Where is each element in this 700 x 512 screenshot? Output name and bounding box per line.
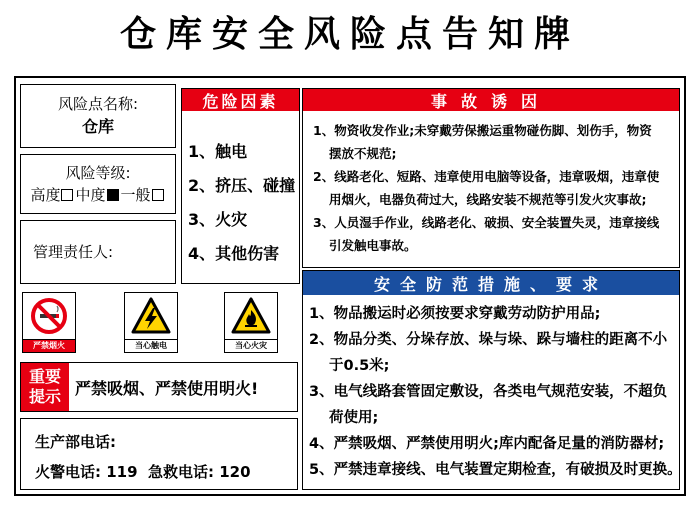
- measures-box: [302, 270, 680, 490]
- cause-line: 1、物资收发作业;未穿戴劳保搬运重物碰伤脚、划伤手，物资: [313, 123, 652, 138]
- measure-line: 3、电气线路套管固定敷设，各类电气规范安装，不超负: [309, 384, 668, 400]
- sign-electric-shock: [124, 292, 178, 353]
- sign-caption: 当心触电: [124, 340, 178, 353]
- hazard-item: 4、其他伤害: [188, 244, 280, 263]
- phones-list: [21, 419, 297, 487]
- risk-level-high: 高度: [30, 184, 75, 206]
- risk-level-general: 一般: [121, 184, 166, 206]
- measure-line: 于0.5米;: [329, 358, 390, 374]
- risk-point-label: 风险点名称:: [57, 95, 139, 113]
- sign-no-smoking: [22, 292, 76, 353]
- no-smoking-icon: [22, 292, 76, 340]
- manager-label: 管理责任人:: [33, 243, 114, 261]
- electric-shock-warning-icon: [124, 292, 178, 340]
- fire-warning-icon: [224, 292, 278, 340]
- causes-box: [302, 88, 680, 268]
- measures-header: 安全防范措施、要求: [303, 271, 679, 295]
- hazard-item: 2、挤压、碰撞: [188, 176, 296, 195]
- checkbox-high-icon: [61, 189, 73, 201]
- causes-header: 事故诱因: [303, 89, 679, 111]
- ambulance-phone: 急救电话: 120: [148, 463, 251, 481]
- measure-line: 1、物品搬运时必须按要求穿戴劳动防护用品;: [309, 306, 601, 322]
- risk-point-box: [20, 84, 176, 148]
- checkbox-medium-checked-icon: [107, 189, 119, 201]
- risk-level-box: [20, 154, 176, 214]
- notice-label: 重要 提示: [21, 363, 69, 411]
- hazards-list: [182, 111, 299, 271]
- risk-level-options: [30, 184, 165, 206]
- measure-line: 4、严禁吸烟、严禁使用明火;库内配备足量的消防器材;: [309, 436, 665, 452]
- production-phone: 生产部电话:: [35, 433, 116, 451]
- cause-line: 2、线路老化、短路、违章使用电脑等设备，违章吸烟，违章使: [313, 169, 660, 184]
- hazards-header: 危险因素: [182, 89, 299, 111]
- cause-line: 摆放不规范;: [329, 146, 397, 161]
- phones-box: [20, 418, 298, 490]
- risk-level-label: 风险等级:: [65, 164, 131, 182]
- cause-line: 用烟火，电器负荷过大，线路安装不规范等引发火灾事故;: [329, 192, 647, 207]
- measure-line: 5、严禁违章接线、电气装置定期检查，有破损及时更换。: [309, 462, 682, 478]
- emergency-phones: [35, 457, 297, 487]
- page-title: 仓库安全风险点告知牌: [119, 14, 580, 55]
- risk-level-medium: 中度: [75, 184, 120, 206]
- measure-line: 2、物品分类、分垛存放、垛与垛、跺与墙柱的距离不小: [309, 332, 668, 348]
- notice-text: 严禁吸烟、严禁使用明火!: [75, 378, 259, 398]
- notice-box: [20, 362, 298, 412]
- hazard-item: 3、火灾: [188, 210, 248, 229]
- causes-list: [303, 111, 679, 257]
- measure-line: 荷使用;: [329, 410, 379, 426]
- measures-list: [303, 295, 682, 483]
- hazard-item: 1、触电: [188, 142, 248, 161]
- manager-box: [20, 220, 176, 284]
- risk-point-value: 仓库: [81, 117, 114, 136]
- cause-line: 引发触电事故。: [329, 238, 417, 253]
- sign-fire-warning: [224, 292, 278, 353]
- checkbox-general-icon: [152, 189, 164, 201]
- hazards-box: [181, 88, 300, 284]
- sign-caption: 严禁烟火: [22, 340, 76, 353]
- sign-caption: 当心火灾: [224, 340, 278, 353]
- fire-phone: 火警电话: 119: [35, 463, 138, 481]
- cause-line: 3、人员湿手作业，线路老化、破损、安全装置失灵，违章接线: [313, 215, 660, 230]
